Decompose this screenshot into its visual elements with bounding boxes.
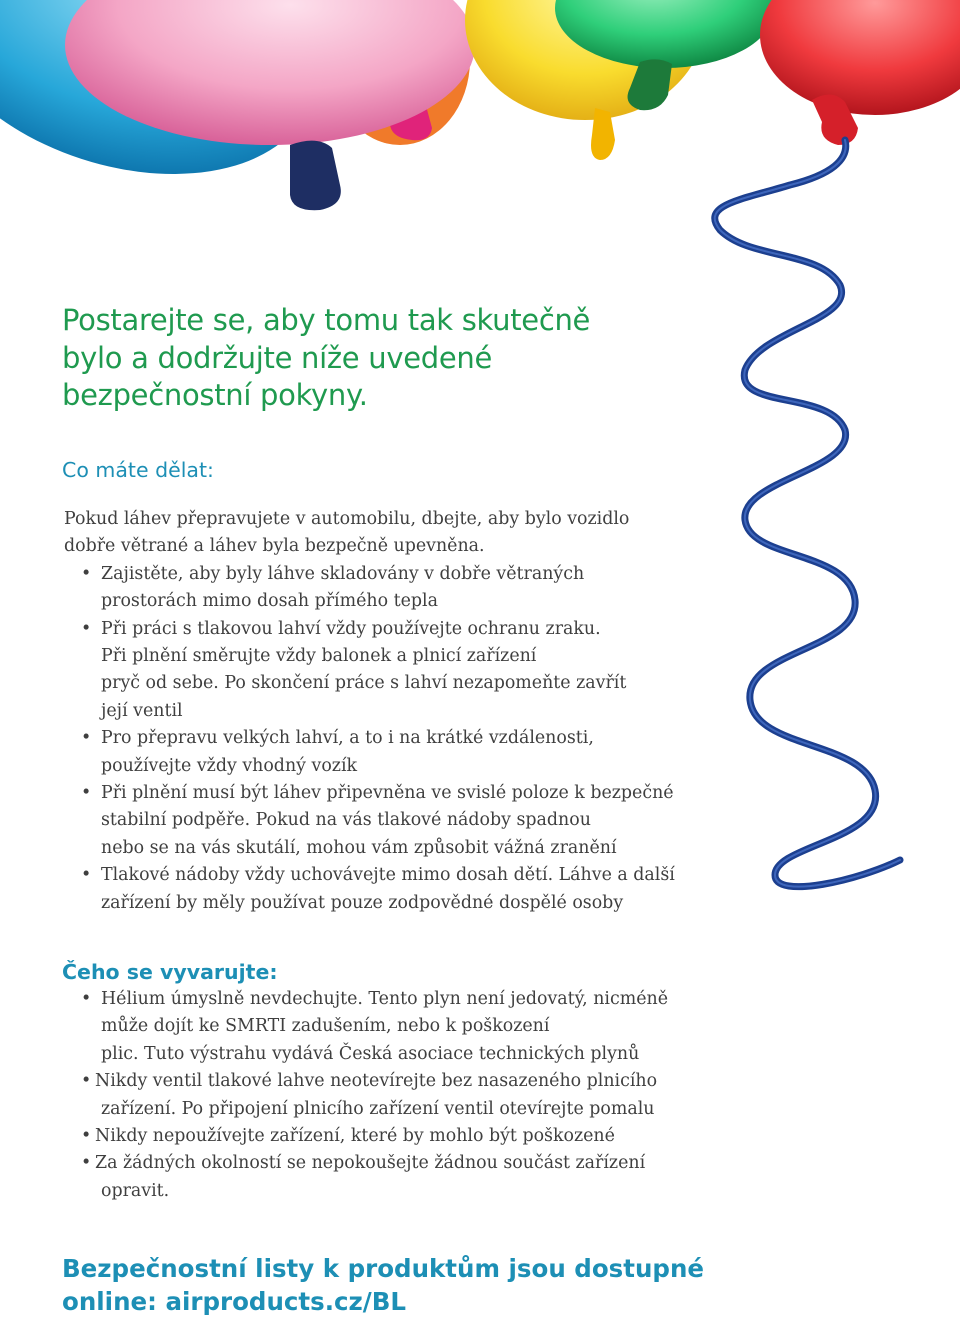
intro-line: dobře větrané a láhev byla bezpečně upevněna. <box>64 536 485 557</box>
section-title-avoid: Čeho se vyvarujte: <box>62 960 278 984</box>
list-item-cont: opravit. <box>101 1180 170 1201</box>
headline-line: Postarejte se, aby tomu tak skutečně <box>62 303 591 337</box>
bullet: • <box>81 1126 92 1147</box>
list-item-cont: pryč od sebe. Po skončení práce s lahví nezapomeňte zavřít <box>101 673 627 694</box>
orange-balloon <box>330 0 470 145</box>
list-item-cont: stabilní podpěře. Pokud na vás tlakové nádoby spadnou <box>101 810 591 831</box>
list-item: • Nikdy nepoužívejte zařízení, které by mohlo být poškozené <box>64 1123 724 1150</box>
list-item: • Za žádných okolností se nepokoušejte žádnou součást zařízení <box>64 1150 724 1177</box>
bullet: • <box>81 618 92 639</box>
list-item: • Zajistěte, aby byly láhve skladovány v dobře větraných <box>64 561 724 588</box>
yellow-balloon <box>465 0 705 160</box>
curly-ribbon <box>715 140 900 887</box>
list-item-cont: zařízení by měly používat pouze zodpovědné dospělé osoby <box>101 892 624 913</box>
headline-line: bezpečnostní pokyny. <box>62 378 368 412</box>
bullet: • <box>81 728 92 749</box>
footer-link[interactable]: online: airproducts.cz/BL <box>62 1287 407 1316</box>
headline <box>62 302 682 415</box>
blue-balloon <box>0 0 349 221</box>
bullet: • <box>81 1153 92 1174</box>
footer-line: Bezpečnostní listy k produktům jsou dostupné <box>62 1254 705 1283</box>
list-item-cont: nebo se na vás skutálí, mohou vám způsobit vážná zranění <box>101 837 617 858</box>
list-item: • Hélium úmyslně nevdechujte. Tento plyn není jedovatý, nicméně <box>64 986 724 1013</box>
list-item: • Tlakové nádoby vždy uchovávejte mimo dosah dětí. Láhve a další <box>64 862 724 889</box>
section-title-todo: Co máte dělat: <box>62 458 214 482</box>
avoid-list <box>64 986 724 1205</box>
bullet: • <box>81 563 92 584</box>
list-item-cont: prostorách mimo dosah přímého tepla <box>101 591 438 612</box>
list-item-cont: zařízení. Po připojení plnicího zařízení ventil otevírejte pomalu <box>101 1098 655 1119</box>
list-item: • Pro přepravu velkých lahví, a to i na krátké vzdálenosti, <box>64 725 724 752</box>
todo-list <box>64 506 724 917</box>
list-item-cont: používejte vždy vhodný vozík <box>101 755 358 776</box>
magenta-balloon-knot <box>390 100 432 140</box>
green-balloon <box>555 0 775 110</box>
safety-sheets-footer <box>62 1252 704 1318</box>
list-item: • Při práci s tlakovou lahví vždy používejte ochranu zraku. <box>64 616 724 643</box>
list-item: • Nikdy ventil tlakové lahve neotevírejte bez nasazeného plnicího <box>64 1068 724 1095</box>
red-balloon <box>760 0 960 145</box>
list-item: • Při plnění musí být láhev připevněna ve svislé poloze k bezpečné <box>64 780 724 807</box>
list-item-cont: Při plnění směrujte vždy balonek a plnicí zařízení <box>101 646 537 667</box>
bullet: • <box>81 989 92 1009</box>
navy-balloon-knot <box>290 141 341 211</box>
list-item-cont: její ventil <box>101 700 183 721</box>
pink-balloon <box>65 0 475 145</box>
bullet: • <box>81 1071 92 1092</box>
bullet: • <box>81 783 92 804</box>
intro-line: Pokud láhev přepravujete v automobilu, dbejte, aby bylo vozidlo <box>64 509 630 529</box>
list-item-cont: může dojít ke SMRTI zadušením, nebo k poškození <box>101 1016 550 1037</box>
headline-line: bylo a dodržujte níže uvedené <box>62 340 493 375</box>
list-item-cont: plic. Tuto výstrahu vydává Česká asociace technických plynů <box>101 1043 640 1064</box>
bullet: • <box>81 865 92 886</box>
